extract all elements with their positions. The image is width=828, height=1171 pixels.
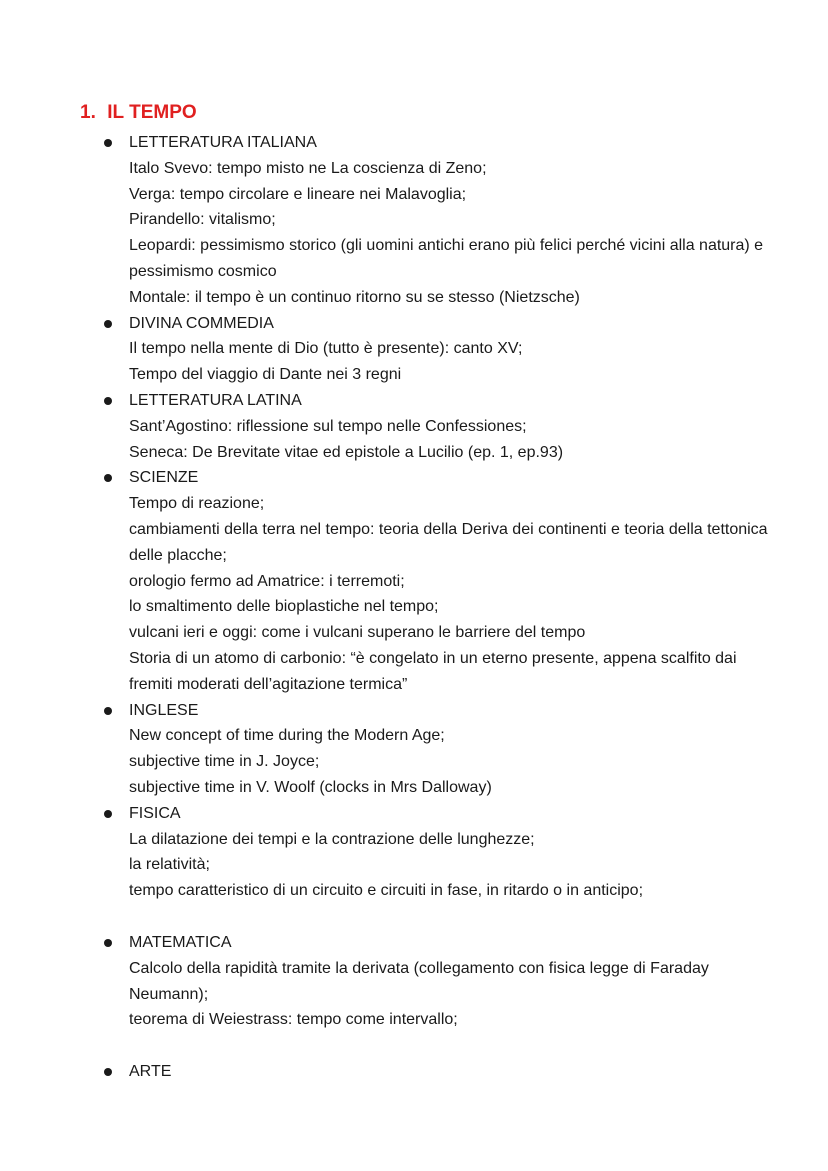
bullet-icon xyxy=(104,1068,112,1076)
topic-line: New concept of time during the Modern Age; xyxy=(129,727,445,745)
bullet-icon xyxy=(104,397,112,405)
topic-title: INGLESE xyxy=(129,701,199,719)
topic-title: FISICA xyxy=(129,804,181,822)
topic-title: SCIENZE xyxy=(129,469,199,487)
section-heading xyxy=(80,100,197,126)
topic-line: la relatività; xyxy=(129,856,210,874)
topic-line: Tempo di reazione; xyxy=(129,495,265,513)
spacer xyxy=(129,1033,828,1059)
topic-line: Pirandello: vitalismo; xyxy=(129,211,276,229)
topic-line: teorema di Weiestrass: tempo come intervallo; xyxy=(129,1011,458,1029)
topic-line: subjective time in V. Woolf (clocks in Mrs Dalloway) xyxy=(129,778,492,796)
bullet-icon xyxy=(104,939,112,947)
spacer xyxy=(129,904,828,930)
topic-title: DIVINA COMMEDIA xyxy=(129,314,274,332)
topic-line: cambiamenti della terra nel tempo: teoria della Deriva dei continenti e teoria della tettonica delle placche; xyxy=(129,520,768,564)
bullet-icon xyxy=(104,810,112,818)
bullet-icon xyxy=(104,707,112,715)
topic-letteratura-latina xyxy=(0,388,828,465)
topic-inglese xyxy=(0,698,828,801)
topic-line: Tempo del viaggio di Dante nei 3 regni xyxy=(129,366,402,384)
topic-title: LETTERATURA ITALIANA xyxy=(129,134,317,151)
topic-arte xyxy=(0,1059,828,1085)
topic-fisica xyxy=(0,801,828,930)
topic-line: Verga: tempo circolare e lineare nei Malavoglia; xyxy=(129,185,467,203)
topic-line: Sant’Agostino: riflessione sul tempo nelle Confessiones; xyxy=(129,417,527,435)
bullet-icon xyxy=(104,139,112,147)
bullet-icon xyxy=(104,320,112,328)
topic-title: MATEMATICA xyxy=(129,933,232,951)
topic-scienze xyxy=(0,465,828,697)
topic-line: lo smaltimento delle bioplastiche nel tempo; xyxy=(129,598,439,616)
topic-line: Calcolo della rapidità tramite la derivata (collegamento con fisica legge di Faraday Neumann); xyxy=(129,959,709,1003)
topic-matematica xyxy=(0,930,828,1059)
topic-line: Italo Svevo: tempo misto ne La coscienza di Zeno; xyxy=(129,159,487,177)
topic-title: ARTE xyxy=(129,1063,172,1081)
topic-line: Montale: il tempo è un continuo ritorno su se stesso (Nietzsche) xyxy=(129,288,580,306)
bullet-icon xyxy=(104,474,112,482)
topic-line: Storia di un atomo di carbonio: “è congelato in un eterno presente, appena scalfito dai fremiti moderati dell’agitazione termica” xyxy=(129,649,737,693)
heading-title: IL TEMPO xyxy=(107,102,197,123)
topic-line: subjective time in J. Joyce; xyxy=(129,753,320,771)
topic-divina-commedia xyxy=(0,311,828,388)
topic-letteratura-italiana xyxy=(0,130,828,311)
topic-line: orologio fermo ad Amatrice: i terremoti; xyxy=(129,572,405,590)
topic-line: tempo caratteristico di un circuito e circuiti in fase, in ritardo o in anticipo; xyxy=(129,882,644,900)
topic-line: La dilatazione dei tempi e la contrazione delle lunghezze; xyxy=(129,830,535,848)
topic-line: Seneca: De Brevitate vitae ed epistole a Lucilio (ep. 1, ep.93) xyxy=(129,443,564,461)
heading-number: 1. xyxy=(80,102,96,123)
topic-line: Leopardi: pessimismo storico (gli uomini antichi erano più felici perché vicini alla natura) e pessimismo cosmico xyxy=(129,237,764,280)
topic-title: LETTERATURA LATINA xyxy=(129,391,302,409)
topic-list xyxy=(0,130,828,1085)
topic-line: vulcani ieri e oggi: come i vulcani superano le barriere del tempo xyxy=(129,624,586,642)
topic-line: Il tempo nella mente di Dio (tutto è presente): canto XV; xyxy=(129,340,523,358)
